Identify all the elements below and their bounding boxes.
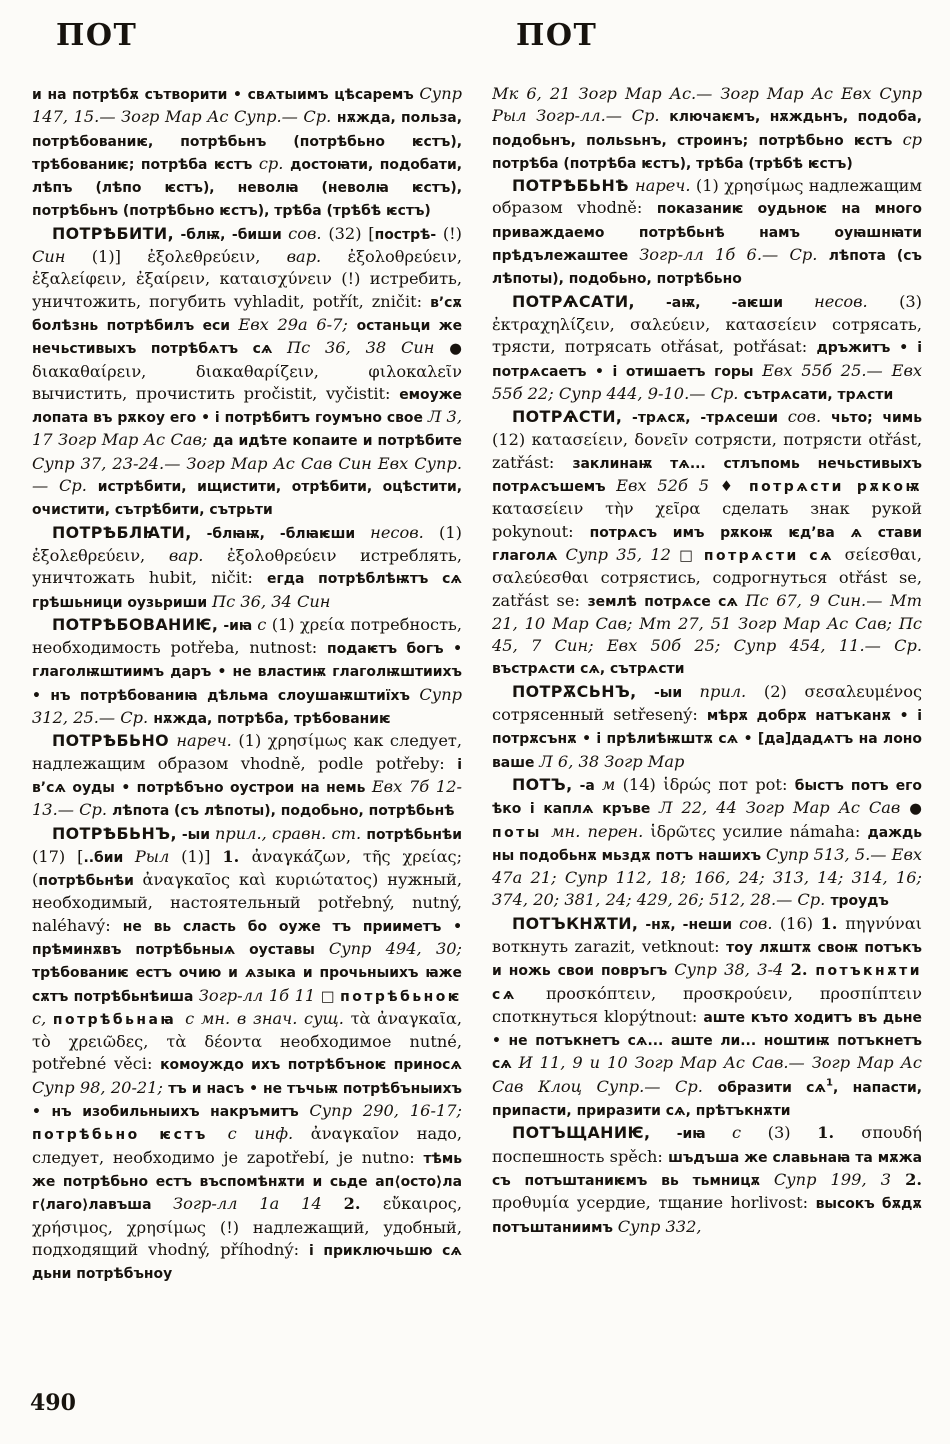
- definition-text: (3): [767, 1123, 818, 1143]
- definition-text: (1): [439, 522, 462, 542]
- church-slavonic-quote: аште къто ходитъ въ дьне • не потъкнетъ сѧ... аште ли... ноштиѭ потъкнетъ сѧ: [492, 1009, 922, 1073]
- church-slavonic-quote: землѣ потрѧсе сѧ: [587, 593, 746, 610]
- reference-italic: Пс 36, 38 Син: [287, 338, 450, 358]
- reference-italic: вар.: [286, 247, 348, 267]
- headword: ПОТРѢБЛꙖТИ,: [52, 522, 192, 542]
- church-slavonic-term: потрѣбьнаꙗ: [52, 1011, 186, 1028]
- definition-text: (!): [436, 223, 462, 243]
- church-slavonic-quote: не вь сласть бо оуже тъ прииметъ • прѣминѫвъ потрѣбьныѧ оуставы: [32, 918, 462, 958]
- definition-text: надлежащим образом vhodně:: [492, 176, 922, 218]
- marker-symbol: □: [679, 546, 704, 564]
- church-slavonic-quote: показаниѥ оудьноѥ на много приваждаемо потрѣбьнѣ намъ оуꙗшнꙗти прѣдълежаштее: [492, 201, 922, 265]
- left-column: [32, 14, 462, 1413]
- definition-text: сотрястись, содрогнуться otřást se, zatřást se:: [492, 568, 922, 610]
- dictionary-entry-paragraph: [32, 522, 462, 614]
- dictionary-entry-paragraph: [492, 774, 922, 913]
- church-slavonic-term: потрѣбьноѥ: [340, 988, 462, 1005]
- greek-equivalent: σείεσθαι, σαλεύεσθαι: [492, 544, 922, 588]
- reference-italic: Супр 494, 30;: [328, 938, 462, 958]
- greek-equivalent: εὔκαιρος, χρήσιμος, χρησίμως: [32, 1194, 462, 1237]
- headword: ПОТЪЩАНИѤ,: [512, 1123, 651, 1143]
- church-slavonic-quote: ключаѥмъ, нѫждьнъ, подоба, подобьнъ, польѕьнъ, строинъ; потрѣбьно ѥстъ: [492, 109, 922, 149]
- reference-italic: И 11, 9 и 10 Зогр Мар Ас Сав.— Зогр Мар Ас Сав Клоц Супр.— Ср.: [492, 1053, 922, 1096]
- reference-italic: Л 22, 44 Зогр Мар Ас Сав: [659, 798, 910, 818]
- sense-number: 2.: [905, 1169, 922, 1189]
- reference-italic: Л 6, 38 Зогр Мар: [539, 751, 685, 771]
- dictionary-entry-paragraph: [492, 83, 922, 175]
- church-slavonic-quote: -блꙗѭ, -блꙗѥши: [191, 525, 371, 542]
- reference-italic: ср: [902, 129, 922, 149]
- church-slavonic-quote: , напасти, припасти, приразити сѧ, прѣтъкнѫти: [492, 1079, 922, 1120]
- reference-italic: Супр 312, 25.— Ср.: [32, 684, 462, 728]
- definition-text: (1)]: [91, 247, 148, 267]
- definition-text: (12): [492, 430, 532, 450]
- marker-symbol: ●: [909, 800, 922, 818]
- church-slavonic-quote: -ыи: [176, 826, 215, 843]
- greek-equivalent: ἱδρῶτες: [650, 821, 723, 841]
- definition-text: потребность, необходимость potřeba, nutnost:: [32, 614, 462, 658]
- church-slavonic-quote: образити сѧ: [717, 1079, 827, 1096]
- church-slavonic-quote: шъдъша же славьнаꙗ та мѫжа съ потъштаниѥмъ вь тьмницѫ: [492, 1149, 922, 1189]
- reference-italic: сов.: [288, 223, 329, 243]
- page-number: 490: [30, 1390, 76, 1416]
- marker-symbol: □: [320, 987, 341, 1005]
- church-slavonic-quote: да идѣте копаите и потрѣбите: [212, 433, 462, 450]
- greek-equivalent: σπουδή: [861, 1123, 922, 1143]
- dictionary-entry-paragraph: [492, 175, 922, 290]
- church-slavonic-quote: -а: [572, 777, 602, 794]
- definition-text: сотрясенный setřesený:: [492, 705, 707, 725]
- church-slavonic-quote: подаѥтъ богъ • глаголѭштиимъ даръ • не властиѭ глаголѭштиихъ • нъ потрѣбованиꙗ дѣльма слоушаѭштиїхъ: [32, 641, 462, 704]
- definition-text: истреблять, уничтожать hubit, ničit:: [32, 545, 462, 588]
- church-slavonic-quote: мѣрѫ добрѫ натъканѫ • і потрѫсънѫ • і прѣлиѣѭштѫ сѧ • [да]дадѧтъ на лоно ваше: [492, 708, 922, 771]
- reference-italic: Супр 37, 23-24.— Зогр Мар Ас Сав Син Евх Супр.— Ср.: [32, 453, 462, 496]
- reference-italic: Син: [32, 247, 92, 267]
- church-slavonic-quote: быстъ потъ его ѣко і каплѧ кръве: [492, 777, 922, 818]
- reference-italic: сов.: [787, 407, 832, 427]
- reference-italic: Евх 55б 25.— Евх 55б 22; Супр 444, 9-10.— Ср.: [492, 360, 922, 403]
- dictionary-entry-paragraph: [492, 913, 922, 1123]
- church-slavonic-quote: комоуждо ихъ потрѣбъноѥ приносѧ: [160, 1057, 462, 1074]
- church-slavonic-quote: потрѣба (потрѣба ѥстъ), трѣба (трѣбѣ ѥстъ): [492, 155, 853, 172]
- church-slavonic-quote: потрѧсъ имъ рѫкоѭ ѥд’ва ѧ стави глаголѧ: [492, 524, 922, 564]
- reference-italic: с: [257, 614, 272, 634]
- greek-equivalent: ἀναγκαῖον: [310, 1124, 417, 1144]
- church-slavonic-quote: трѣбованиѥ естъ очию и ѧзыка и прочьныихъ ꙗже сѫтъ потрѣбьнѣиша: [32, 965, 462, 1005]
- greek-equivalent: προσκόπτειν, προσκρούειν, προσπίπτειν: [545, 983, 922, 1003]
- reference-italic: прил., сравн. ст.: [214, 823, 367, 843]
- church-slavonic-quote: -иꙗ: [650, 1126, 732, 1143]
- reference-italic: Супр 147, 15.— Зогр Мар Ас Супр.— Ср.: [32, 84, 462, 127]
- superscript-index: 1: [826, 1077, 834, 1089]
- greek-equivalent: σεσαλευμένος: [804, 681, 922, 701]
- headword: ПОТРѢБЬНО: [52, 731, 177, 751]
- greek-equivalent: κατασείειν, δονεῖν: [531, 430, 695, 450]
- greek-equivalent: κατασείειν τὴν χεῖρα: [492, 499, 723, 519]
- reference-italic: Евх 29а 6-7;: [238, 314, 357, 334]
- sense-number: 2.: [343, 1194, 383, 1214]
- definition-text: (1): [238, 731, 268, 751]
- church-slavonic-quote: истрѣбити, ищистити, отрѣбити, оцѣстити, очистити, сътрѣбити, сътрьти: [32, 479, 462, 519]
- definition-text: поспешность spěch:: [492, 1146, 669, 1166]
- reference-italic: Евх 52б 5: [616, 476, 720, 496]
- definition-text: (14): [622, 774, 664, 794]
- headword: ПОТРѦСТИ,: [512, 407, 623, 427]
- church-slavonic-quote: в’сѫ болѣзнь потрѣбилъ еси: [32, 294, 462, 334]
- running-head-right: ПОТ: [516, 18, 598, 53]
- dictionary-entry-paragraph: [32, 614, 462, 730]
- reference-italic: с: [731, 1123, 768, 1143]
- church-slavonic-quote: достоꙗти, подобати, лѣпъ (лѣпо ѥстъ), неволꙗ (неволꙗ ѥстъ), потрѣбьнъ (потрѣбьно ѥстъ), трѣба (трѣбѣ ѥстъ): [32, 156, 462, 220]
- definition-text: (32) [: [328, 223, 375, 243]
- reference-italic: Евх 7б 12-13.— Ср.: [32, 776, 462, 820]
- reference-italic: Мк 6, 21 Зогр Мар Ас.— Зогр Мар Ас Евх Супр Рыл Зогр-лл.— Ср.: [492, 84, 922, 126]
- reference-italic: нареч.: [176, 731, 239, 751]
- definition-text: (17) [: [32, 846, 84, 866]
- left-column-text: [32, 83, 462, 1413]
- reference-italic: нареч.: [635, 176, 696, 196]
- definition-text: вычистить, прочистить pročistit, vyčistit:: [32, 383, 400, 403]
- dictionary-entry-paragraph: [492, 291, 922, 406]
- headword: ПОТРѪСЬНЪ,: [512, 681, 637, 701]
- dictionary-entry-paragraph: [32, 823, 462, 1286]
- definition-text: как следует, надлежащим образом vhodně, podle potřeby:: [32, 731, 462, 773]
- headword: ПОТРѢБИТИ,: [52, 223, 175, 243]
- reference-italic: несов.: [370, 522, 440, 542]
- sense-number: 1.: [820, 913, 846, 933]
- greek-equivalent: ἀναγκάζων, τῆς χρείας;: [251, 846, 462, 866]
- church-slavonic-quote: нѫжда, потрѣба, трѣбованиѥ: [153, 711, 391, 728]
- definition-text: (1): [695, 176, 725, 196]
- definition-text: необходимое nutné, potřebné věci:: [32, 1032, 462, 1074]
- church-slavonic-quote: і приключьшю сѧ дьни потрѣбъноу: [32, 1242, 462, 1283]
- church-slavonic-quote: дръжитъ • і потрѧсаетъ • і отишаетъ горы: [492, 340, 922, 380]
- church-slavonic-quote: -нѫ, -неши: [638, 916, 740, 933]
- church-slavonic-quote: даждь ны подобьнѫ мьздѫ потъ нашихъ: [492, 824, 922, 864]
- reference-italic: Пс 36, 34 Син: [212, 591, 331, 611]
- reference-italic: Зогр-лл 1б 11: [198, 985, 321, 1005]
- church-slavonic-quote: нѫжда, польза, потрѣбованиѥ, потрѣбьнъ (потрѣбьно ѥстъ), трѣбованиѥ; потрѣба ѥстъ: [32, 110, 462, 173]
- reference-italic: Супр 290, 16-17;: [309, 1101, 462, 1121]
- definition-text: (: [32, 870, 39, 890]
- greek-equivalent: ἱδρώς: [663, 774, 719, 794]
- church-slavonic-quote: и на потрѣбѫ сътворити • свѧтыимъ цѣсаремъ: [32, 87, 420, 103]
- marker-symbol: ♦: [719, 478, 749, 496]
- reference-italic: прил.: [699, 681, 764, 701]
- church-slavonic-quote: троудъ: [830, 893, 889, 910]
- greek-equivalent: τὰ ἀναγκαῖα, τὸ χρειῶδες, τὰ δέοντα: [32, 1008, 462, 1052]
- definition-text: сотрясать, трясти, потрясать otřásat, potřásat:: [492, 314, 922, 357]
- reference-italic: с мн. в знач. сущ.: [185, 1008, 351, 1028]
- church-slavonic-quote: -трѧсѫ, -трѧсеши: [622, 410, 788, 427]
- church-slavonic-quote: -иꙗ: [218, 617, 258, 634]
- greek-equivalent: ἀναγκαῖος καὶ κυριώτατος: [142, 870, 372, 890]
- church-slavonic-quote: і в’сѧ оуды • потрѣбъно оустрои на немь: [32, 756, 462, 796]
- church-slavonic-quote: егда потрѣблѣѭтъ сѧ грѣшьници оузьриши: [32, 571, 462, 611]
- headword: ПОТЪ,: [512, 774, 573, 794]
- greek-equivalent: ἐκτραχηλίζειν, σαλεύειν, κατασείειν: [492, 314, 833, 334]
- definition-text: (2): [763, 681, 805, 701]
- church-slavonic-quote: лѣпота (съ лѣпоты), подобьно, потрѣбьно: [492, 248, 922, 288]
- church-slavonic-quote: лѣпота (съ лѣпоты), подобьно, потрѣбьнѣ: [112, 803, 455, 820]
- greek-equivalent: πηγνύναι: [845, 913, 922, 933]
- church-slavonic-quote: останьци же нечьстивыхъ потрѣбѧтъ сѧ: [32, 317, 462, 358]
- reference-italic: Супр 199, 3: [773, 1169, 906, 1189]
- greek-equivalent: χρεία: [299, 614, 351, 634]
- definition-text: (!) истребить, уничтожить, погубить vyhladit, potřít, zničit:: [32, 269, 462, 311]
- church-slavonic-quote: -блѭ, -биши: [174, 226, 289, 243]
- reference-italic: Зогр-лл 1а 14: [173, 1194, 344, 1214]
- definition-text: сделать знак рукой pokynout:: [492, 499, 922, 541]
- church-slavonic-quote: тоу лѫштѫ своѭ потъкъ и ножь свои повръгъ: [492, 939, 922, 980]
- church-slavonic-term: поты: [492, 824, 552, 841]
- sense-number: 2.: [790, 960, 816, 980]
- greek-equivalent: ἐξολεθρεύειν,: [147, 247, 287, 267]
- church-slavonic-quote: высокъ бѫдѫ потъштаниимъ: [492, 1196, 922, 1236]
- reference-italic: ср.: [258, 153, 291, 173]
- church-slavonic-quote: пострѣ-: [374, 226, 437, 243]
- church-slavonic-quote: заклинаѭ тѧ... стлъпомь нечьстивыхъ потрѧсъшемъ: [492, 455, 922, 496]
- greek-equivalent: χρησίμως: [724, 176, 809, 196]
- greek-equivalent: ἐξολεθρεύειν,: [32, 545, 169, 565]
- running-head-left: ПОТ: [56, 18, 138, 53]
- right-column-text: [492, 83, 922, 1413]
- headword: ПОТРѢБЬНЪ,: [52, 823, 177, 843]
- church-slavonic-quote: тѣмь же потрѣбьно естъ въспомѣнѫти и сьде ап⟨осто⟩ла г⟨лаго⟩лавъша: [32, 1150, 462, 1214]
- headword: ПОТРѢБОВАНИѤ,: [52, 614, 219, 634]
- dictionary-entry-paragraph: [492, 1122, 922, 1238]
- definition-text: (16): [779, 913, 821, 933]
- reference-italic: Пс 67, 9 Син.— Мт 21, 10 Мар Сав; Мт 27, 51 Зогр Мар Ас Сав; Пс 45, 7 Син; Евх 50б 25; Супр 454, 11.— Ср.: [492, 590, 922, 656]
- definition-text: надо, следует, необходимо je zapotřebí, je nutno:: [32, 1124, 462, 1167]
- headword: ПОТРѢБЬНѢ: [512, 176, 636, 196]
- definition-text: (1)]: [181, 846, 223, 866]
- reference-italic: Супр 38, 3-4: [674, 960, 791, 980]
- church-slavonic-quote: чьто; чимь: [831, 410, 922, 427]
- definition-text: (3): [899, 291, 922, 311]
- right-column: [492, 14, 922, 1413]
- reference-italic: Супр 513, 5.— Евх 47а 21; Супр 112, 18; 166, 24; 313, 14; 314, 16; 374, 20; 381, 24; 429, 26; 512, 28.— Ср.: [492, 844, 922, 910]
- definition-text: пот pot:: [718, 774, 795, 794]
- definition-text: (!) надлежащий, удобный, подходящий vhodný, příhodný:: [32, 1217, 462, 1259]
- headword: ПОТРѦСАТИ,: [512, 291, 635, 311]
- definition-text: усилие námaha:: [722, 821, 868, 841]
- definition-text: воткнуть zarazit, vetknout:: [492, 936, 727, 956]
- reference-italic: Супр 35, 12: [565, 544, 680, 564]
- reference-italic: Рыл: [134, 846, 182, 866]
- church-slavonic-quote: ..бии: [83, 849, 135, 866]
- dictionary-entry-paragraph: [492, 681, 922, 774]
- headword: ПОТЪКНѪТИ,: [512, 913, 639, 933]
- church-slavonic-quote: емоуже лопата въ рѫкоу его • і потрѣбитъ гоумъно свое: [32, 386, 462, 427]
- greek-equivalent: χρησίμως: [267, 731, 354, 751]
- sense-number: 1.: [222, 846, 252, 866]
- church-slavonic-term: потрѧсти рѫкоѭ: [749, 479, 922, 496]
- church-slavonic-quote: -аѭ, -аѥши: [634, 294, 815, 311]
- definition-text: (1): [271, 614, 300, 634]
- reference-italic: Л 3, 17 Зогр Мар Ас Сав;: [32, 407, 462, 450]
- reference-italic: Супр 98, 20-21;: [32, 1077, 169, 1097]
- reference-italic: с,: [32, 1008, 53, 1028]
- greek-equivalent: προθυμία: [492, 1193, 577, 1213]
- church-slavonic-quote: потрѣбьнѣи: [366, 826, 462, 843]
- dictionary-entry-paragraph: [32, 83, 462, 223]
- reference-italic: с инф.: [227, 1124, 311, 1144]
- church-slavonic-term: потрѣбьно ѥстъ: [32, 1127, 228, 1144]
- greek-equivalent: ἐξολοθρεύειν: [227, 545, 361, 565]
- church-slavonic-term: потрѧсти сѧ: [703, 547, 845, 564]
- sense-number: 1.: [817, 1123, 862, 1143]
- reference-italic: мн. перен.: [551, 821, 651, 841]
- church-slavonic-term: потъкнѫти сѧ: [492, 963, 922, 1003]
- definition-text: ) нужный, необходимый, настоятельный potřebný, nutný, naléhavý:: [32, 870, 462, 935]
- dictionary-entry-paragraph: [492, 406, 922, 681]
- church-slavonic-quote: потрѣбьнѣи: [38, 873, 143, 890]
- definition-text: сотрясти, потрясти otřást, zatřást:: [492, 430, 922, 472]
- greek-equivalent: ἐξολοθρεύειν, ἐξαλείφειν, ἐξαίρειν, καταισχύνειν: [32, 247, 462, 289]
- two-column-layout: [32, 14, 922, 1413]
- church-slavonic-quote: сътрѧсати, трѧсти: [743, 386, 894, 403]
- dictionary-entry-paragraph: [32, 730, 462, 822]
- church-slavonic-quote: -ыи: [636, 684, 700, 701]
- reference-italic: Зогр-лл 1б 6.— Ср.: [639, 245, 829, 265]
- reference-italic: Супр 332,: [617, 1216, 702, 1236]
- marker-symbol: ●: [449, 340, 462, 358]
- church-slavonic-quote: тъ и насъ • не тъчьѭ потрѣбъныихъ • нъ изобильныихъ накръмитъ: [32, 1080, 462, 1121]
- reference-italic: сов.: [739, 913, 780, 933]
- greek-equivalent: διακαθαίρειν, διακαθαρίζειν, φιλοκαλεῖν: [32, 361, 462, 381]
- reference-italic: несов.: [814, 291, 900, 311]
- reference-italic: м: [601, 774, 623, 794]
- definition-text: споткнуться klopýtnout:: [492, 1006, 704, 1026]
- definition-text: усердие, тщание horlivost:: [576, 1193, 816, 1213]
- church-slavonic-quote: въстрѧсти сѧ, сътрѧсти: [492, 661, 685, 678]
- reference-italic: вар.: [168, 545, 228, 565]
- dictionary-entry-paragraph: [32, 223, 462, 522]
